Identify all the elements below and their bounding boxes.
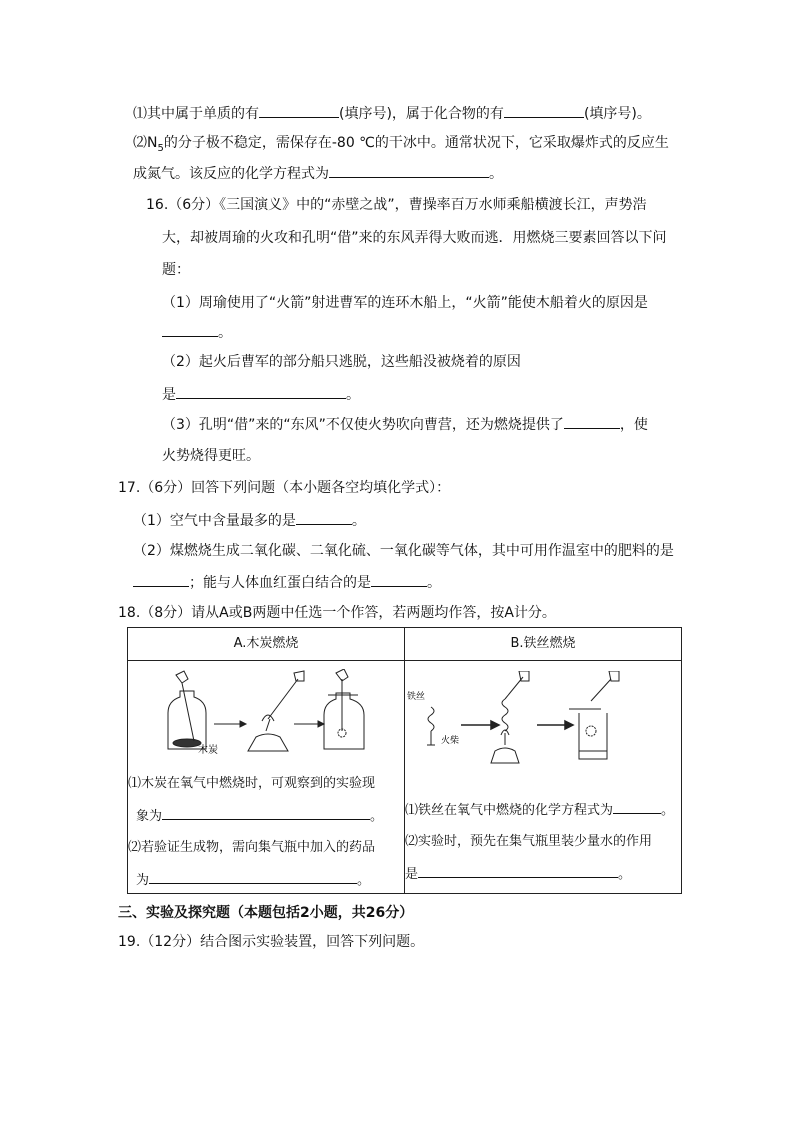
q15-blank-2[interactable] xyxy=(504,103,584,118)
q18-table xyxy=(127,627,682,894)
q16-line-6: （2）起火后曹军的部分船只逃脱，这些船没被烧着的原因 xyxy=(162,354,521,370)
q19-line-1: 19.（12分）结合图示实验装置，回答下列问题。 xyxy=(118,934,425,950)
iron-wire-label: 铁丝 xyxy=(407,692,426,702)
q17-line-4 xyxy=(133,572,441,593)
q17-text-4a: ；能与人体血红蛋白结合的是 xyxy=(189,575,371,591)
q18-b-blank-1[interactable] xyxy=(613,801,661,814)
q16-blank-1[interactable] xyxy=(162,322,218,337)
q18-a1-line2 xyxy=(136,807,383,826)
q17-line-3: （2）煤燃烧生成二氧化碳、二氧化硫、一氧化碳等气体，其中可用作温室中的肥料的是 xyxy=(133,543,674,559)
q15-blank-3[interactable] xyxy=(329,163,489,178)
iron-wire-experiment-figure xyxy=(405,671,682,771)
q16-line-5 xyxy=(162,322,232,343)
q18-a2-end: 。 xyxy=(357,873,371,888)
q15-text-1a: ⑴其中属于单质的有 xyxy=(133,106,259,122)
q15-text-2a: ⑵N xyxy=(133,135,158,151)
q17-line-1: 17.（6分）回答下列问题（本小题各空均填化学式）： xyxy=(118,480,451,496)
q17-blank-2[interactable] xyxy=(133,572,189,587)
q18-a2-line1: ⑵若验证生成物，需向集气瓶中加入的药品 xyxy=(128,840,376,855)
q18-a1-end: 。 xyxy=(370,809,384,824)
charcoal-experiment-figure xyxy=(128,669,405,761)
q18-b2-line1: ⑵实验时，预先在集气瓶里装少量水的作用 xyxy=(405,834,653,849)
q18-a1-line1: ⑴木炭在氧气中燃烧时，可观察到的实验现 xyxy=(128,776,376,791)
q16-text-7b: 。 xyxy=(346,387,360,403)
q18-header-b: B.铁丝燃烧 xyxy=(405,628,682,661)
q18-b1-text: ⑴铁丝在氧气中燃烧的化学方程式为 xyxy=(405,803,614,818)
q17-blank-1[interactable] xyxy=(296,510,352,525)
q18-b-blank-2[interactable] xyxy=(418,865,618,878)
section3-title: 三、实验及探究题（本题包括2小题，共26分） xyxy=(118,905,414,921)
q15-line-2 xyxy=(133,133,669,159)
q16-blank-3[interactable] xyxy=(564,414,620,429)
q17-text-2b: 。 xyxy=(351,513,366,529)
q15-text-3a: 成氮气。该反应的化学方程式为 xyxy=(133,166,329,182)
q18-a2-text: 为 xyxy=(136,873,150,888)
q16-text-5b: 。 xyxy=(218,325,232,341)
q18-b2-line2 xyxy=(405,865,631,884)
q16-blank-2[interactable] xyxy=(176,384,346,399)
q18-cell-a xyxy=(128,661,405,894)
q16-line-3: 题： xyxy=(162,262,190,278)
q16-line-4: （1）周瑜使用了“火箭”射进曹军的连环木船上，“火箭”能使木船着火的原因是 xyxy=(162,295,648,311)
q15-subscript: 5 xyxy=(157,142,164,154)
q18-a1-text: 象为 xyxy=(136,809,163,824)
q18-cell-b xyxy=(405,661,682,894)
q15-text-2b: 的分子极不稳定，需保存在-80 ℃的干冰中。通常状况下，它采取爆炸式的反应生 xyxy=(163,135,669,151)
q18-a2-line2 xyxy=(136,871,370,890)
q18-b2-end: 。 xyxy=(618,867,632,882)
q18-b1-end: 。 xyxy=(661,803,675,818)
q18-a-blank-1[interactable] xyxy=(162,807,370,820)
q16-line-9: 火势烧得更旺。 xyxy=(162,448,260,464)
q15-text-1b: (填序号)，属于化合物的有 xyxy=(339,106,504,122)
q18-b1-line1 xyxy=(405,801,674,820)
q18-a-blank-2[interactable] xyxy=(149,871,357,884)
q16-line-8 xyxy=(162,414,648,435)
q16-text-7a: 是 xyxy=(162,387,176,403)
q18-intro: 18.（8分）请从A或B两题中任选一个作答，若两题均作答，按A计分。 xyxy=(118,605,556,621)
q15-text-1c: (填序号)。 xyxy=(583,106,651,122)
q15-line-3 xyxy=(133,163,503,184)
q15-blank-1[interactable] xyxy=(259,103,339,118)
q16-line-7 xyxy=(162,384,360,405)
q15-line-1 xyxy=(133,103,651,124)
q17-text-4b: 。 xyxy=(427,575,441,591)
q16-text-8b: ，使 xyxy=(619,417,648,433)
q17-line-2 xyxy=(133,510,366,531)
q16-line-2: 大，却被周瑜的火攻和孔明“借”来的东风弄得大败而逃．用燃烧三要素回答以下问 xyxy=(162,230,667,246)
q17-blank-3[interactable] xyxy=(371,572,427,587)
q16-line-1: 16.（6分）《三国演义》中的“赤壁之战”，曹操率百万水师乘船横渡长江，声势浩 xyxy=(146,197,647,213)
q17-text-2a: （1）空气中含量最多的是 xyxy=(133,513,296,529)
charcoal-label: 木炭 xyxy=(198,745,218,756)
q18-header-a: A.木炭燃烧 xyxy=(128,628,405,661)
q16-text-8a: （3）孔明“借”来的“东风”不仅使火势吹向曹营，还为燃烧提供了 xyxy=(162,417,564,433)
q18-b2-text: 是 xyxy=(405,867,419,882)
match-label: 火柴 xyxy=(441,736,460,746)
q15-text-3b: 。 xyxy=(489,166,503,182)
